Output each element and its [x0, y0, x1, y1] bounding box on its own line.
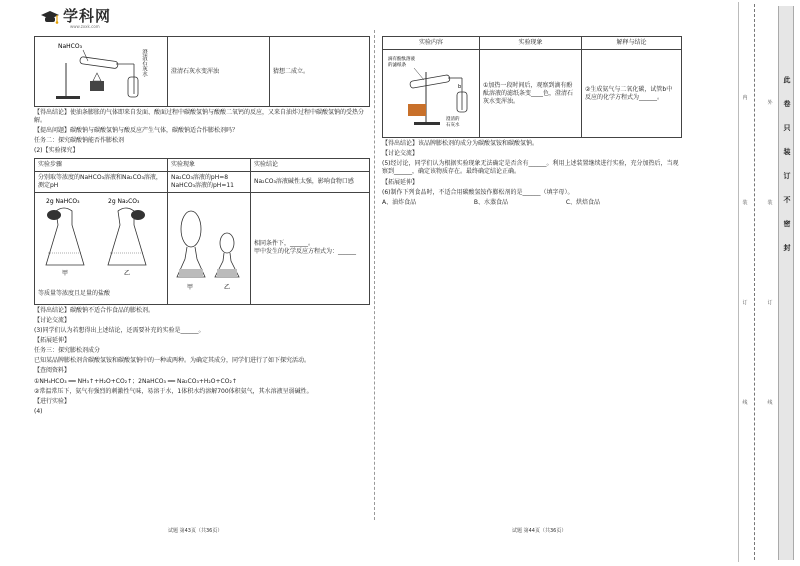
page-footer-right: 试题 第44页（共36页） [512, 528, 567, 534]
balloon-yi-label: 乙 [224, 283, 231, 291]
paragraph: 【拓展延伸】 [382, 178, 419, 186]
brand-url: www.zxxk.com [70, 24, 100, 29]
table-header: 实验现象 [480, 37, 582, 50]
flask-yi-label: 乙 [124, 269, 131, 277]
table-header: 实验结论 [251, 158, 370, 171]
conclusion-cell: 猜想二成立。 [270, 37, 370, 107]
table-header: 实验内容 [383, 37, 480, 50]
balloon-jia-label: 甲 [187, 283, 194, 291]
seal-char: 不 [783, 196, 791, 204]
page-footer-left: 试题 第43页（共36页） [168, 528, 223, 534]
inner-char: 内 [742, 95, 748, 101]
seal-char: 封 [783, 244, 791, 252]
apparatus-cell [35, 37, 168, 107]
conclusion-cell: ②生成氨气与二氧化碳，试管b中反应的化学方程式为______。 [582, 50, 682, 138]
limewater-label: 澄清石灰水 [141, 49, 147, 77]
paragraph: 任务三：探究膨松剂成分 [34, 347, 101, 355]
heating-tube-diagram [386, 52, 476, 132]
paragraph: ②常温常压下，氨气有强烈的刺激性气味，易溶于水，1体积水约溶解700体积氨气，其水溶液呈弱碱性。 [34, 387, 313, 395]
lime-label-1: 澄清的 [446, 117, 460, 123]
experiment-table-right [382, 36, 682, 138]
seal-char: 只 [783, 124, 791, 132]
table-cell: Na₂CO₃溶液的pH=8 NaHCO₃溶液的pH=11 [168, 171, 251, 192]
brand-logo [40, 6, 112, 29]
binding-strip [738, 0, 800, 566]
table-header: 实验现象 [168, 158, 251, 171]
seal-bar [778, 6, 794, 560]
outer-char: 外 [767, 100, 773, 106]
conclusion-line: 甲中发生的化学反应方程式为：______ [254, 248, 357, 256]
step-note: 等质量等浓度且足量的盐酸 [38, 289, 111, 297]
heating-apparatus-diagram [38, 39, 164, 101]
inner-char: 订 [742, 300, 748, 306]
flask-setup-cell [35, 192, 168, 304]
paragraph: 【拓展延伸】 [34, 337, 71, 345]
binding-dashed-line [754, 4, 760, 560]
seal-char: 卷 [783, 100, 791, 108]
graduation-cap-icon [40, 10, 60, 26]
balloon-cell [168, 192, 251, 304]
nahco3-label: NaHCO₃ [58, 43, 82, 50]
paragraph: 【讨论交流】 [382, 150, 419, 158]
apparatus-table [34, 36, 370, 107]
inner-char: 装 [742, 200, 748, 206]
page-divider [374, 30, 375, 520]
seal-char: 装 [783, 148, 791, 156]
experiment-table [34, 158, 370, 305]
paragraph: 已知某品牌膨松剂含碳酸氢铵和碳酸氢钠中的一种或两种。为确定其成分，同学们进行了如下探究活动。 [34, 357, 311, 365]
paragraph: (4) [34, 407, 43, 415]
flask-jia-label: 甲 [62, 269, 69, 277]
apparatus-cell [383, 50, 480, 138]
paper-label-1: 滴有酚酞溶液 [388, 57, 415, 63]
flask-a-label: 2g NaHCO₃ [46, 197, 80, 205]
paragraph: 【提出问题】碳酸钠与碳酸氢钠与酸反应产生气体，碳酸钠适合作膨松剂吗？ [34, 127, 239, 135]
phenomenon-cell: 澄清石灰水变浑浊 [168, 37, 270, 107]
option-a: A、油炸食品 [382, 198, 417, 206]
tube-b-label: b [458, 84, 462, 91]
table-cell: Na₂CO₃溶液碱性太强，影响食物口感 [251, 171, 370, 192]
outer-char: 订 [767, 300, 773, 306]
option-b: B、水蒸食品 [473, 198, 509, 206]
seal-char: 密 [783, 220, 791, 228]
outer-char: 线 [767, 400, 773, 406]
paragraph: 任务二：探究碳酸钠能否作膨松剂 [34, 137, 125, 145]
paragraph: (6)制作下列食品时，不适合用碳酸氢铵作膨松剂的是______（填字母）。 [382, 188, 574, 196]
seal-char: 此 [783, 76, 791, 84]
seal-char: 订 [783, 172, 791, 180]
paragraph: (3)同学们认为若想得出上述结论，还需要补充的实验是______。 [34, 327, 205, 335]
paper-label-2: 的滤纸条 [388, 63, 406, 69]
paragraph: 【得出结论】碳酸钠不适合作食品的膨松剂。 [34, 306, 155, 314]
table-header: 实验步骤 [35, 158, 168, 171]
balloon-diagram [171, 199, 247, 295]
conclusion-cell [251, 192, 370, 304]
paragraph: (2)【实验探究】 [34, 147, 79, 155]
conclusion-line: 相同条件下，______。 [254, 240, 315, 248]
left-page [34, 36, 370, 418]
outer-char: 装 [767, 200, 773, 206]
paragraph: 【进行实验】 [34, 397, 71, 405]
paragraph: 【查阅资料】 [34, 367, 71, 375]
table-cell: 分别取等浓度的NaHCO₃溶液和Na₂CO₃溶液，测定pH [35, 171, 168, 192]
flask-diagram [38, 195, 164, 287]
option-c: C、烘焙食品 [565, 198, 601, 206]
phenomenon-cell: ①加热一段时间后，观察到滴有酚酞溶液的滤纸条变____色，澄清石灰水变浑浊。 [480, 50, 582, 138]
flask-b-label: 2g Na₂CO₃ [108, 197, 140, 205]
paragraph: 【得出结论】使油条膨胀的气体即来自发面、酸面过程中碳酸氢钠与酸酸二氧钙的反应，又来自油炸过程中碳酸氢钠的受热分解。 [34, 109, 365, 125]
right-page [382, 36, 682, 209]
paragraph: 【得出结论】该品牌膨松剂的成分为碳酸氢铵和碳酸氢钠。 [382, 140, 539, 148]
brand-name: 学科网 [63, 7, 112, 25]
paragraph: (5)经讨论，同学们认为根据实验现象无法确定是否含有______。利用上述装置继续进行实验，充分加热后，当观察到______，确定该物质存在。最终确定结论正确。 [382, 160, 679, 176]
lime-label-2: 石灰水 [446, 123, 460, 129]
options-row [382, 199, 682, 207]
equation: ①NH₄HCO₃ ══ NH₃↑+H₂O+CO₂↑；2NaHCO₃ ══ Na₂CO₃+H₂O+CO₂↑ [34, 377, 237, 385]
inner-char: 线 [742, 400, 748, 406]
table-header: 解释与结论 [582, 37, 682, 50]
paragraph: 【讨论交流】 [34, 316, 71, 324]
